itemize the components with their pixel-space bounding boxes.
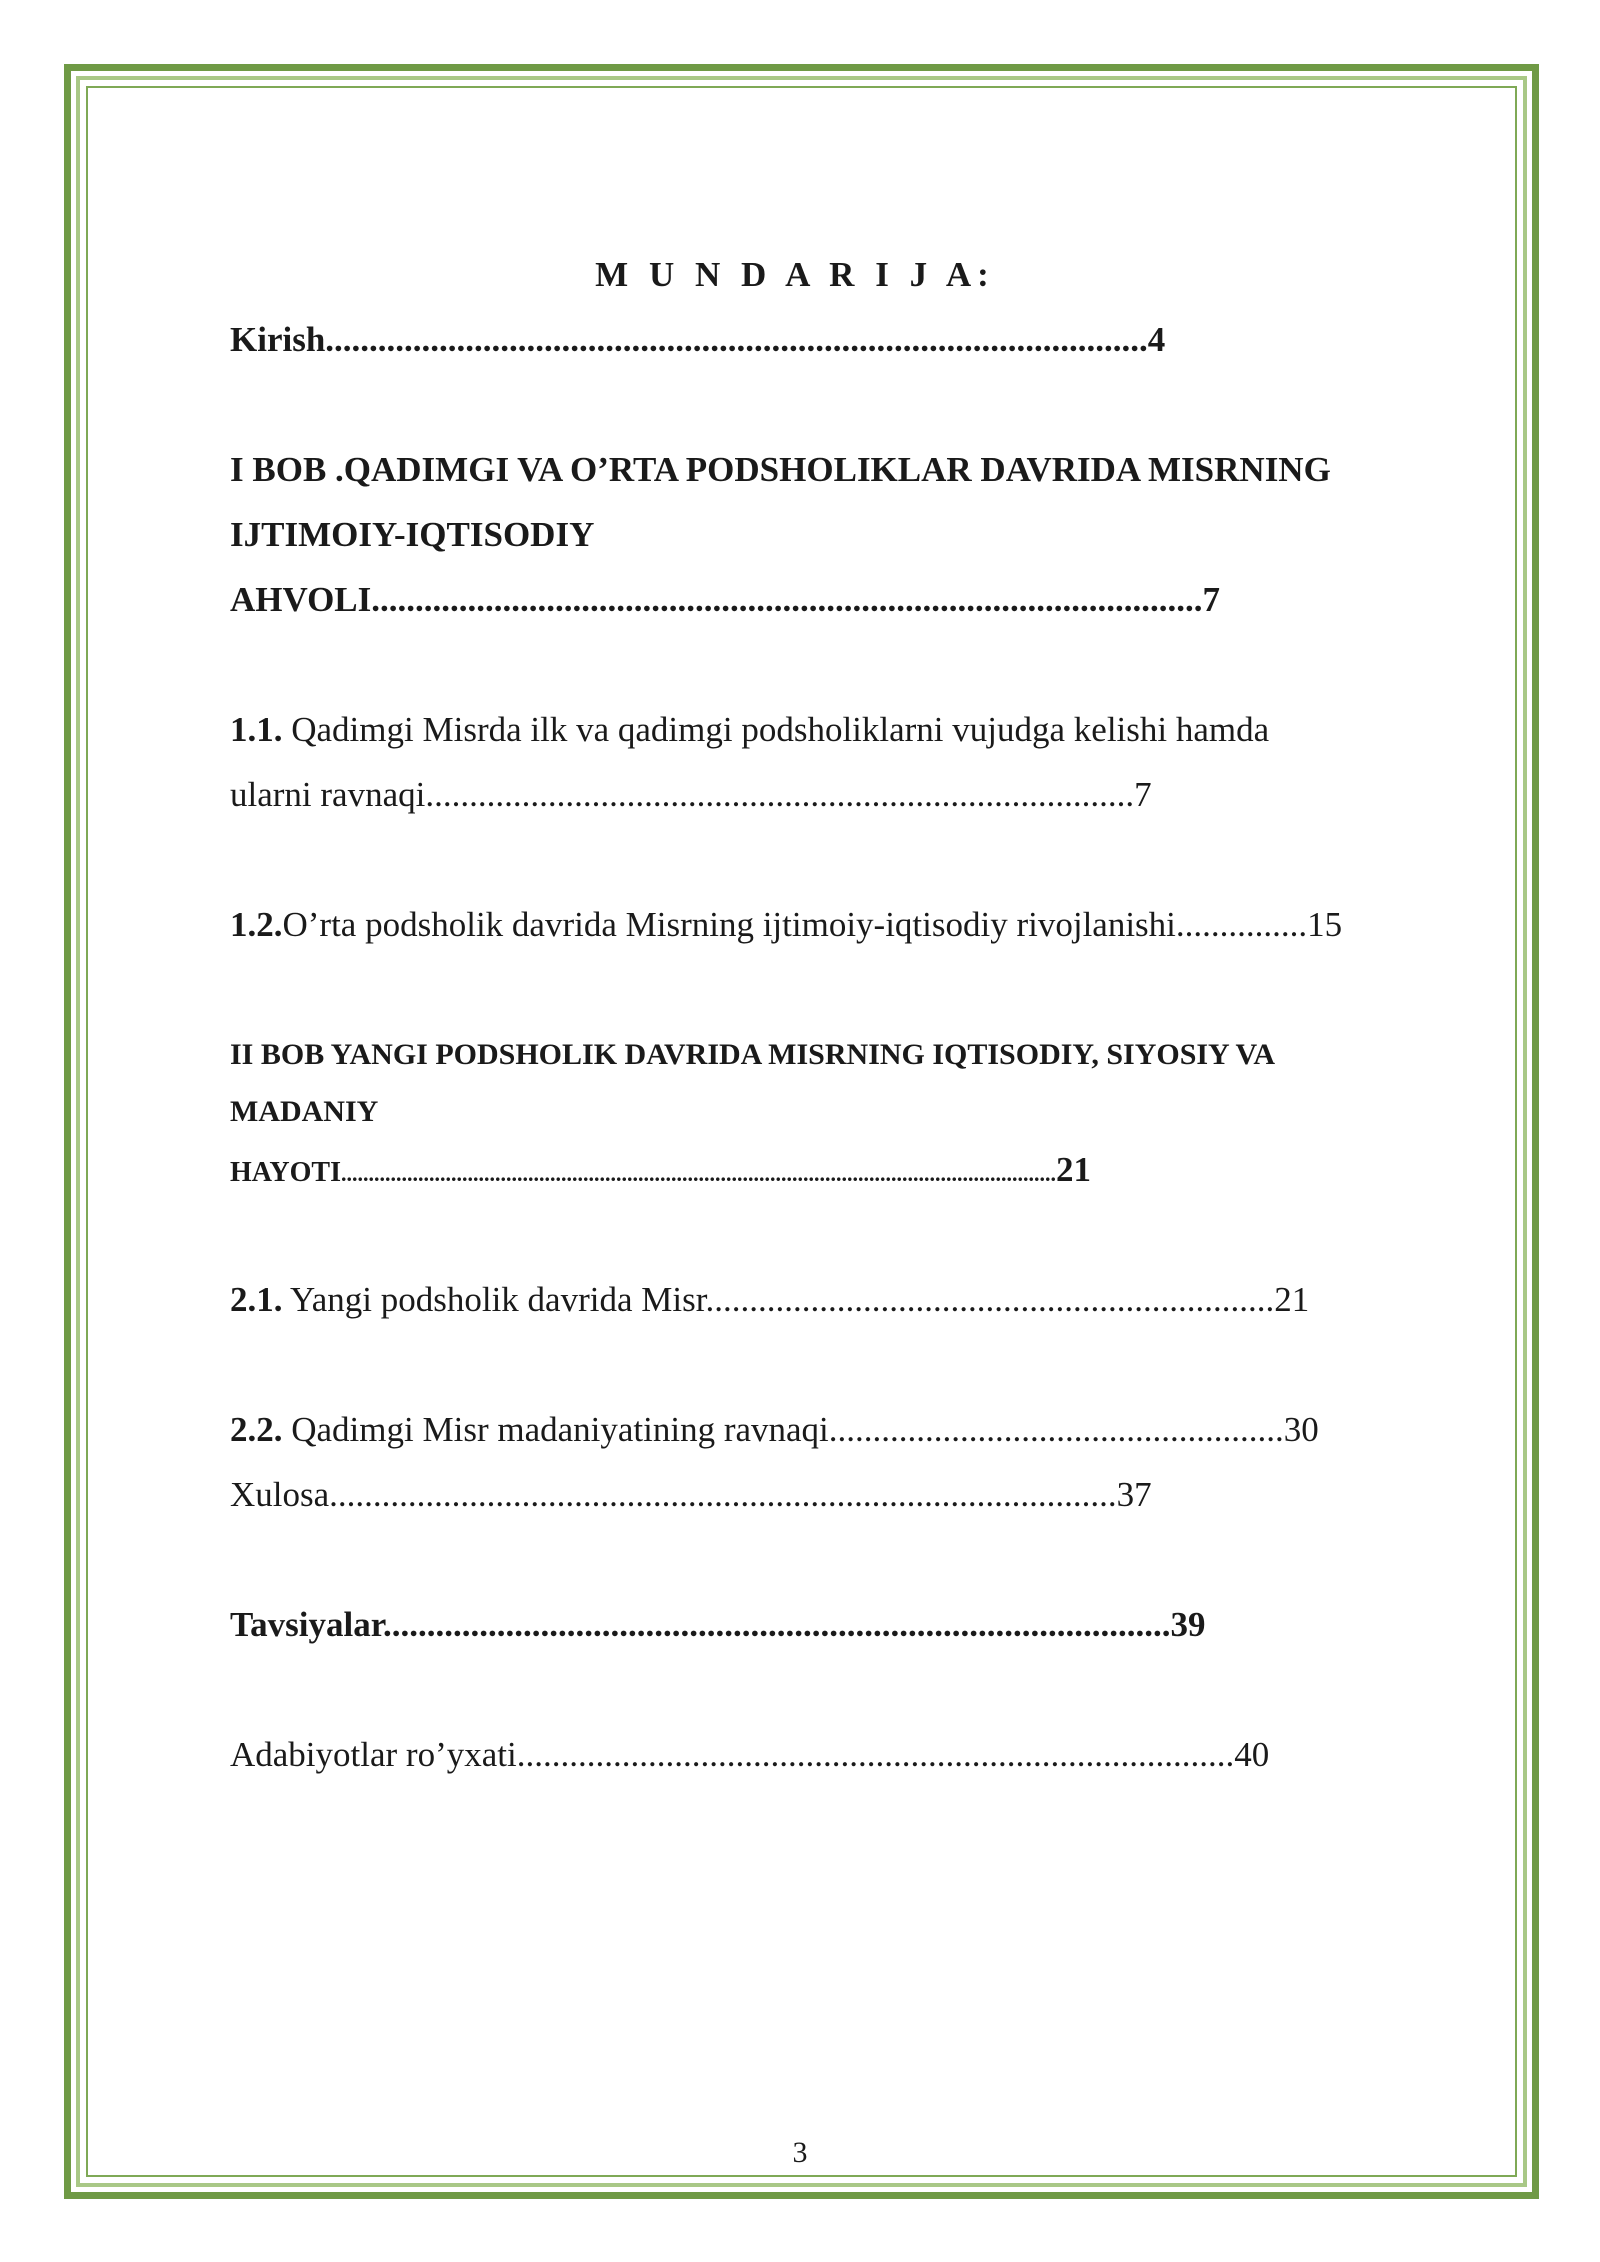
toc-section-2-1	[230, 1280, 1309, 1320]
toc-chapter-1-line1: I BOB .QADIMGI VA O’RTA PODSHOLIKLAR DAVRIDA MISRNING	[230, 450, 1331, 489]
toc-chapter-2-line2: MADANIY	[230, 1095, 379, 1128]
toc-leader-dots: ...............	[1175, 905, 1308, 944]
toc-entry-kirish	[230, 320, 1165, 360]
toc-chapter-1-line2: IJTIMOIY-IQTISODIY	[230, 515, 595, 554]
toc-entry-label: Qadimgi Misr madaniyatining ravnaqi	[282, 1410, 829, 1449]
toc-section-2-2	[230, 1410, 1319, 1450]
toc-entry-label: AHVOLI	[230, 580, 372, 619]
toc-leader-dots: .................................................................................	[425, 775, 1135, 814]
toc-leader-dots: .................................................................	[705, 1280, 1275, 1319]
toc-entry-label: ularni ravnaqi	[230, 775, 426, 814]
toc-entry-page: 15	[1307, 905, 1343, 944]
toc-entry-page: 40	[1234, 1735, 1270, 1774]
toc-leader-dots: ..................................................................................................................................	[341, 1161, 1057, 1186]
toc-section-number: 1.2.	[230, 905, 283, 944]
toc-entry-adabiyotlar	[230, 1735, 1269, 1775]
toc-entry-page: 39	[1170, 1605, 1206, 1644]
toc-leader-dots: ...............................................................................................	[371, 580, 1203, 619]
toc-entry-label: Yangi podsholik davrida Misr	[282, 1280, 706, 1319]
toc-entry-page: 37	[1116, 1475, 1152, 1514]
toc-leader-dots: ..............................................................................................	[325, 320, 1148, 359]
toc-entry-tavsiyalar	[230, 1605, 1206, 1645]
toc-leader-dots: ....................................................	[828, 1410, 1284, 1449]
toc-entry-label: Kirish	[230, 320, 326, 359]
toc-entry-label: HAYOTI	[230, 1157, 342, 1188]
toc-entry-label: O’rta podsholik davrida Misrning ijtimoiy-iqtisodiy rivojlanishi	[282, 905, 1176, 944]
toc-chapter-2-line1: II BOB YANGI PODSHOLIK DAVRIDA MISRNING IQTISODIY, SIYOSIY VA	[230, 1038, 1276, 1071]
toc-entry-label: Tavsiyalar	[230, 1605, 384, 1644]
toc-title: M U N D A R I J A:	[595, 255, 995, 294]
toc-entry-label: Qadimgi Misrda ilk va qadimgi podsholiklarni vujudga kelishi hamda	[282, 710, 1270, 749]
toc-section-number: 1.1.	[230, 710, 283, 749]
toc-leader-dots: ..........................................................................................	[329, 1475, 1117, 1514]
toc-leader-dots: ..........................................................................................	[383, 1605, 1171, 1644]
toc-section-1-1-line1	[230, 710, 1269, 750]
toc-entry-label: Adabiyotlar ro’yxati	[230, 1735, 517, 1774]
toc-section-number: 2.2.	[230, 1410, 283, 1449]
toc-entry-page: 7	[1134, 775, 1152, 814]
toc-entry-page: 21	[1056, 1150, 1092, 1189]
toc-section-1-2	[230, 905, 1342, 945]
toc-entry-xulosa	[230, 1475, 1152, 1515]
toc-entry-page: 30	[1283, 1410, 1319, 1449]
toc-entry-page: 4	[1147, 320, 1166, 359]
page-number: 3	[792, 2136, 808, 2169]
toc-chapter-2-line3	[230, 1150, 1091, 1194]
toc-section-number: 2.1.	[230, 1280, 283, 1319]
toc-section-1-1-line2	[230, 775, 1152, 815]
toc-entry-page: 7	[1202, 580, 1221, 619]
toc-leader-dots: ..................................................................................	[516, 1735, 1235, 1774]
toc-entry-page: 21	[1274, 1280, 1310, 1319]
toc-chapter-1-line3	[230, 580, 1220, 620]
toc-entry-label: Xulosa	[230, 1475, 330, 1514]
